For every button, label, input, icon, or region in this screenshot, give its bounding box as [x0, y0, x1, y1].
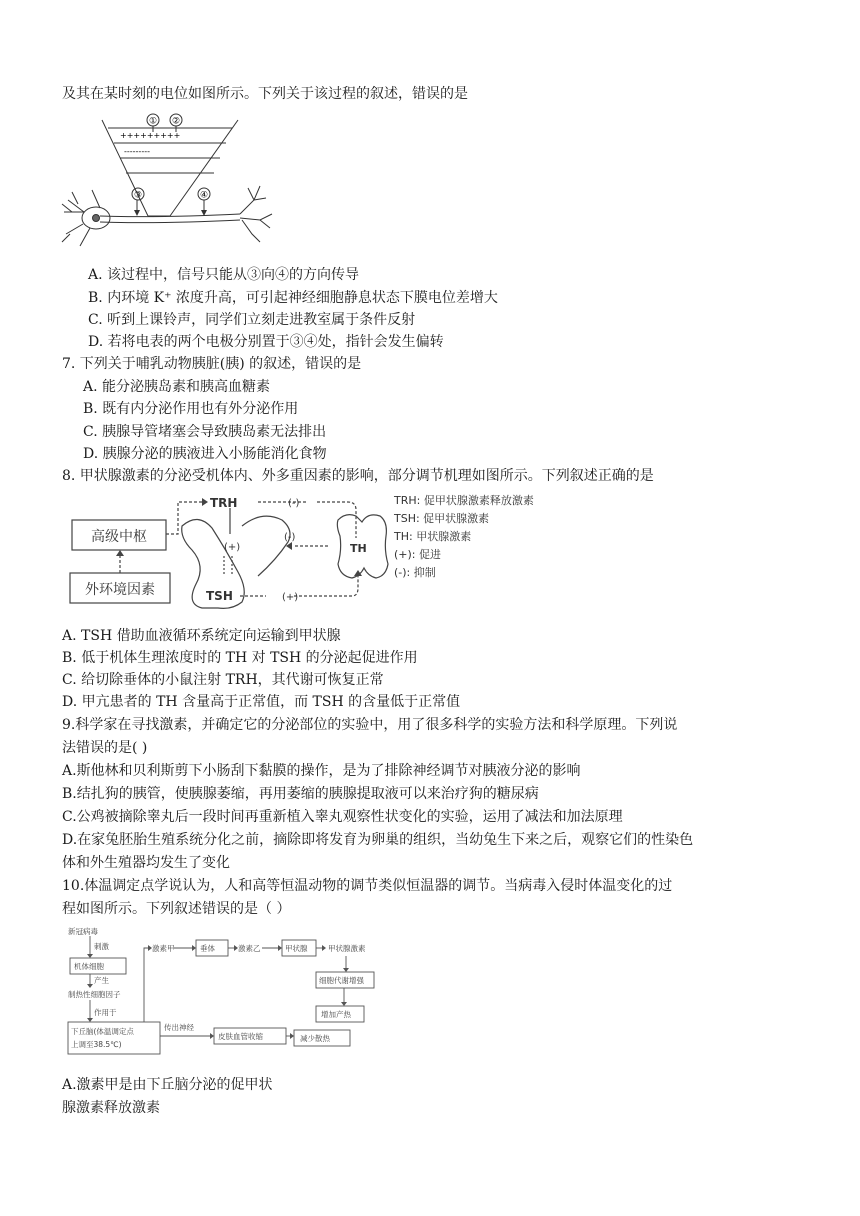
label-thyroid-hormone: 甲状腺激素 — [328, 944, 366, 953]
legend-tsh: TSH: 促甲状腺激素 — [394, 512, 490, 525]
box-pituitary: 垂体 — [200, 944, 215, 953]
q6-option-d: D. 若将电表的两个电极分别置于③④处，指针会发生偏转 — [88, 334, 444, 350]
q8-option-a: A. TSH 借助血液循环系统定向运输到甲状腺 — [62, 628, 341, 644]
q8-option-b: B. 低于机体生理浓度时的 TH 对 TSH 的分泌起促进作用 — [62, 650, 418, 666]
box-hypothalamus-line-1: 下丘脑(体温调定点 — [71, 1027, 134, 1036]
legend-th: TH: 甲状腺激素 — [394, 530, 472, 543]
q7-option-c: C. 胰腺导管堵塞会导致胰岛素无法排出 — [83, 424, 327, 440]
box-hypothalamus-line-2: 上调至38.5℃) — [71, 1040, 122, 1049]
neuron-figure — [60, 108, 280, 254]
q9-option-c: C.公鸡被摘除睾丸后一段时间再重新植入睾丸观察性状变化的实验，运用了减法和加法原理 — [62, 809, 623, 825]
box-body-cell: 机体细胞 — [74, 962, 104, 971]
mark-3: ③ — [133, 190, 143, 201]
thyroid-regulation-figure — [62, 490, 582, 616]
plus-row: +++++++++ — [120, 131, 181, 140]
mark-2: ② — [171, 116, 181, 127]
box-heat-up: 增加产热 — [321, 1010, 351, 1019]
label-factor: 制热性细胞因子 — [68, 990, 121, 999]
q9-option-d-cont: 体和外生殖器均发生了变化 — [62, 855, 230, 871]
q6-option-c: C. 听到上课铃声，同学们立刻走进教室属于条件反射 — [88, 312, 416, 328]
q6-intro: 及其在某时刻的电位如图所示。下列关于该过程的叙述，错误的是 — [62, 86, 468, 102]
minus-row: --------- — [124, 147, 150, 156]
mark-1: ① — [148, 116, 158, 127]
fever-process-figure — [64, 924, 414, 1060]
q9-option-a: A.斯他林和贝利斯剪下小肠刮下黏膜的操作，是为了排除神经调节对胰液分泌的影响 — [62, 763, 581, 779]
q6-option-b: B. 内环境 K⁺ 浓度升高，可引起神经细胞静息状态下膜电位差增大 — [88, 290, 498, 306]
q9-stem-line-2: 法错误的是( ) — [62, 740, 148, 756]
q9-option-b: B.结扎狗的胰管，使胰腺萎缩，再用萎缩的胰腺提取液可以来治疗狗的糖尿病 — [62, 786, 539, 802]
label-virus: 新冠病毒 — [68, 927, 98, 936]
q8-stem: 8. 甲状腺激素的分泌受机体内、外多重因素的影响，部分调节机理如图所示。下列叙述正确的是 — [62, 468, 654, 484]
box-metabolism: 细胞代谢增强 — [319, 976, 364, 985]
q10-stem-line-2: 程如图所示。下列叙述错误的是（ ） — [62, 901, 291, 917]
q8-option-d: D. 甲亢患者的 TH 含量高于正常值，而 TSH 的含量低于正常值 — [62, 694, 461, 710]
q6-option-a: A. 该过程中，信号只能从③向④的方向传导 — [88, 267, 360, 283]
label-efferent: 传出神经 — [164, 1023, 194, 1032]
label-stimulate: 刺激 — [94, 942, 109, 951]
box-thyroid: 甲状腺 — [285, 944, 308, 953]
mark-4: ④ — [199, 190, 209, 201]
label-hormone-a: 激素甲 — [152, 944, 175, 953]
q10-stem-line-1: 10.体温调定点学说认为，人和高等恒温动物的调节类似恒温器的调节。当病毒入侵时体温变化的过 — [62, 878, 673, 894]
label-th: TH — [350, 542, 367, 555]
q7-option-d: D. 胰腺分泌的胰液进入小肠能消化食物 — [83, 446, 327, 462]
q7-stem: 7. 下列关于哺乳动物胰脏(胰) 的叙述，错误的是 — [62, 356, 362, 372]
box-environment: 外环境因素 — [85, 582, 155, 598]
label-act-on: 作用于 — [94, 1008, 117, 1017]
sign-inhibit-2: (-) — [284, 532, 296, 543]
q7-option-a: A. 能分泌胰岛素和胰高血糖素 — [83, 379, 271, 395]
label-produce: 产生 — [94, 976, 109, 985]
legend-inhibit: (-): 抑制 — [394, 566, 436, 579]
box-high-center: 高级中枢 — [91, 529, 147, 545]
legend-promote: (+): 促进 — [394, 548, 442, 561]
sign-promote-2: (+) — [282, 592, 299, 603]
sign-promote-1: (+) — [224, 542, 241, 553]
q8-option-c: C. 给切除垂体的小鼠注射 TRH，其代谢可恢复正常 — [62, 672, 384, 688]
label-trh: TRH — [210, 496, 238, 510]
q7-option-b: B. 既有内分泌作用也有外分泌作用 — [83, 401, 299, 417]
q9-option-d: D.在家兔胚胎生殖系统分化之前，摘除即将发育为卵巢的组织，当幼兔生下来之后，观察它们的性染色 — [62, 832, 694, 848]
legend-trh: TRH: 促甲状腺激素释放激素 — [394, 494, 534, 507]
box-vessel: 皮肤血管收缩 — [218, 1032, 263, 1041]
q9-stem-line-1: 9.科学家在寻找激素，并确定它的分泌部位的实验中，用了很多科学的实验方法和科学原理。下列说 — [62, 717, 678, 733]
label-tsh: TSH — [206, 589, 233, 603]
sign-inhibit-1: (-) — [288, 498, 300, 509]
label-hormone-b: 激素乙 — [238, 944, 261, 953]
q10-option-a-line-2: 腺激素释放激素 — [62, 1100, 160, 1116]
box-heat-down: 减少散热 — [300, 1034, 330, 1043]
q10-option-a-line-1: A.激素甲是由下丘脑分泌的促甲状 — [62, 1077, 273, 1093]
